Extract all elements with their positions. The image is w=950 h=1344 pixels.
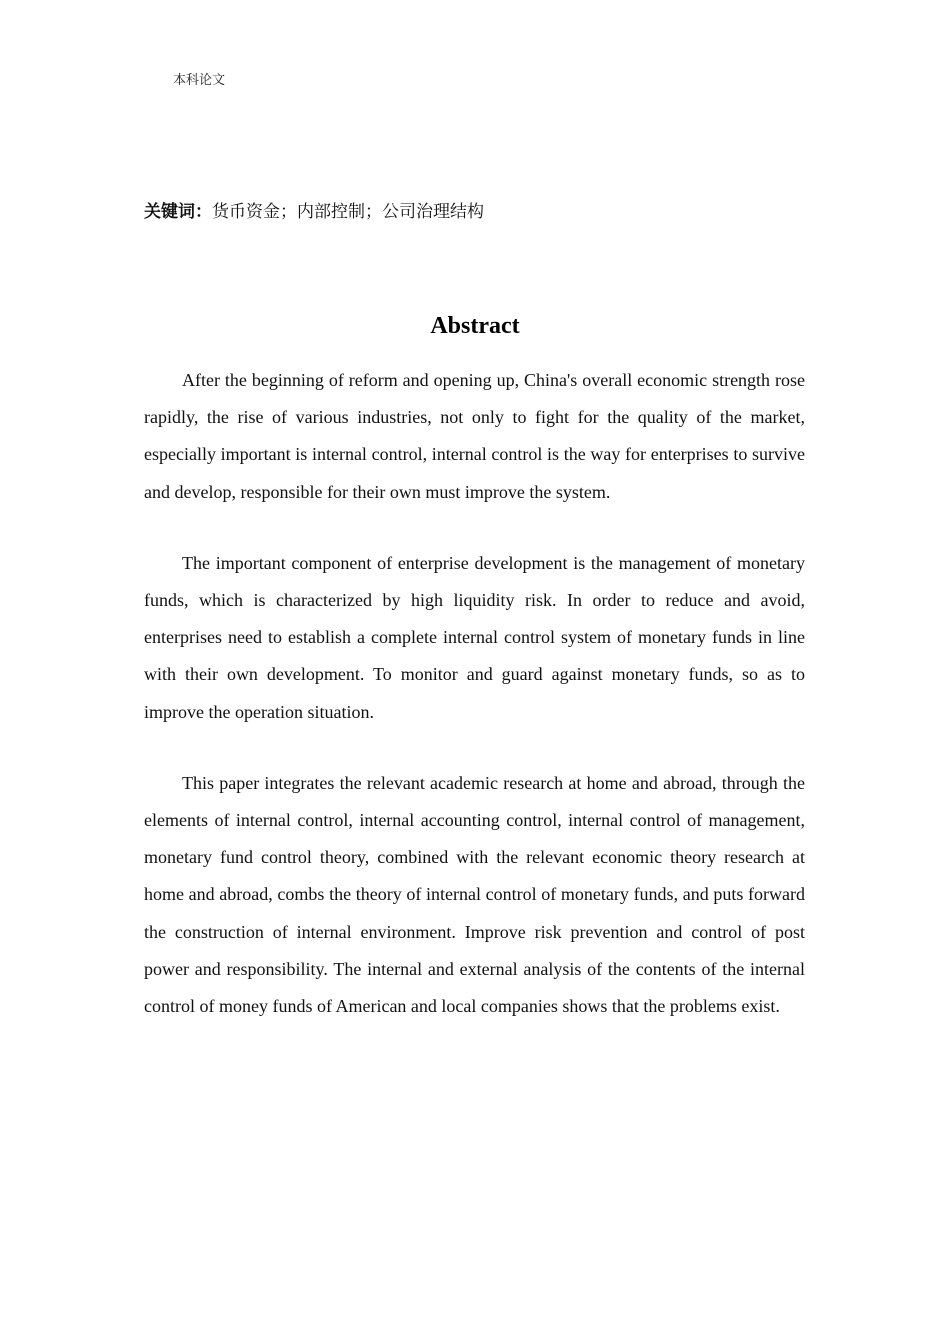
abstract-paragraph: The important component of enterprise development is the management of monetary funds, which is characterized by high liquidity risk. In order to reduce and avoid, enterprises need to establish a complete internal control system of monetary funds in line with their own development. To monitor and guard against monetary funds, so as to improve the operation situation. xyxy=(144,552,805,722)
keywords-label: 关键词： xyxy=(144,202,212,222)
keywords-line xyxy=(144,197,484,222)
abstract-body xyxy=(144,362,805,1059)
abstract-paragraph: This paper integrates the relevant academic research at home and abroad, through the elements of internal control, internal accounting control, internal control of management, monetary fund control theory, combined with the relevant economic theory research at home and abroad, combs the theory of internal control of monetary funds, and puts forward the construction of internal environment. Improve risk prevention and control of post power and responsibility. The internal and external analysis of the contents of the internal control of money funds of American and local companies shows that the problems exist. xyxy=(144,772,805,1017)
page-header-label: 本科论文 xyxy=(173,73,226,88)
abstract-paragraph: After the beginning of reform and opening up, China's overall economic strength rose rapidly, the rise of various industries, not only to fight for the quality of the market, especially important is internal control, internal control is the way for enterprises to survive and develop, responsible for their own must improve the system. xyxy=(144,370,805,502)
keywords-items: 货币资金；内部控制；公司治理结构 xyxy=(212,202,484,222)
abstract-title: Abstract xyxy=(430,313,520,339)
